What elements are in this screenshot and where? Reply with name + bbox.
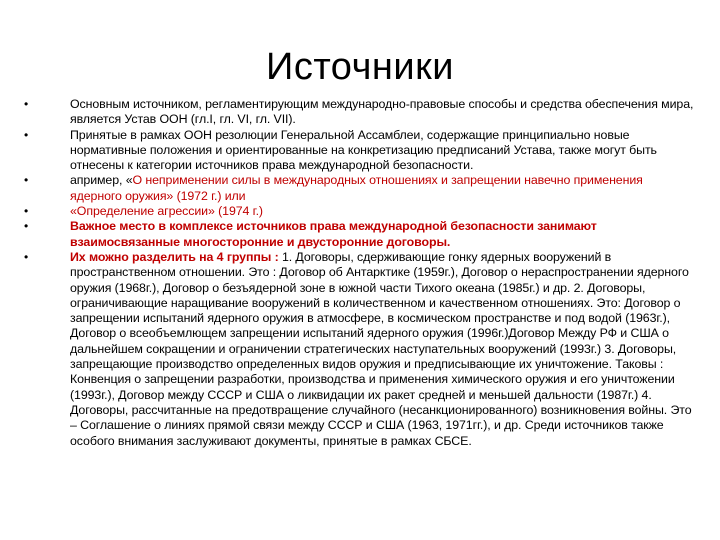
bullet-lead: Их можно разделить на 4 группы : [70, 249, 279, 264]
bullet-text: Принятые в рамках ООН резолюции Генеральной Ассамблеи, содержащие принципиально новые нормативные положения и ориентированные на конкретизацию предписаний Устава, также могут быть отнесены к категории источников права международной безопасности. [70, 127, 657, 173]
bullet-item-four-groups [24, 250, 696, 449]
bullet-item-un-charter [24, 97, 696, 128]
bullet-text: 1. Договоры, сдерживающие гонку ядерных вооружений в пространственном отношении. Это : Договор об Антарктике (1959г.), Договор о нераспространении ядерного оружия (1968г.), Договор о безъядерной зоне в южной части Тихого океана (1985г.) и др. 2. Договоры, ограничивающие наращивание вооружений в количественном и качественном отношениях. Это: Договор о запрещении испытаний ядерного оружия в атмосфере, в космическом пространстве и под водой (1963г.), Договор о всеобъемлющем запрещении испытаний ядерного оружия (1996г.)Договор Между РФ и США о дальнейшем сокращении и ограничении стратегических наступательных вооружений (1993г.) 3. Договоры, запрещающие производство определенных видов оружия и предписывающие их уничтожение. Таковы : Конвенция о запрещении разработки, производства и применения химического оружия и его уничтожении (1993г.), Договор между СССР и США о ликвидации их ракет средней и меньшей дальности (1987г.) 4. Договоры, рассчитанные на предотвращение случайного (несанкционированного) возникновения войны. Это – Соглашение о линиях прямой связи между СССР и США (1963, 1971гг.), и др. Среди источников также особого внимания заслуживают документы, принятые в рамках СБСЕ. [70, 249, 692, 448]
slide-title: Источники [266, 46, 454, 88]
bullet-item-example [24, 173, 696, 204]
bullet-text-highlight: О неприменении силы в международных отношениях и запрещении навечно применения ядерного оружия» (1972 г.) или [70, 173, 643, 203]
bullet-text-prefix: апример, « [70, 173, 133, 188]
bullet-list [24, 97, 696, 449]
bullet-text: Важное место в комплексе источников права международной безопасности занимают взаимосвязанные многосторонние и двусторонние договоры. [70, 219, 597, 249]
bullet-text: Основным источником, регламентирующим международно-правовые способы и средства обеспечения мира, является Устав ООН (гл.I, гл. VI, гл. VII). [70, 97, 694, 127]
bullet-text: «Определение агрессии» (1974 г.) [70, 204, 263, 219]
bullet-item-aggression-definition [24, 204, 696, 219]
bullet-item-treaties [24, 219, 696, 250]
bullet-item-un-resolutions [24, 128, 696, 174]
